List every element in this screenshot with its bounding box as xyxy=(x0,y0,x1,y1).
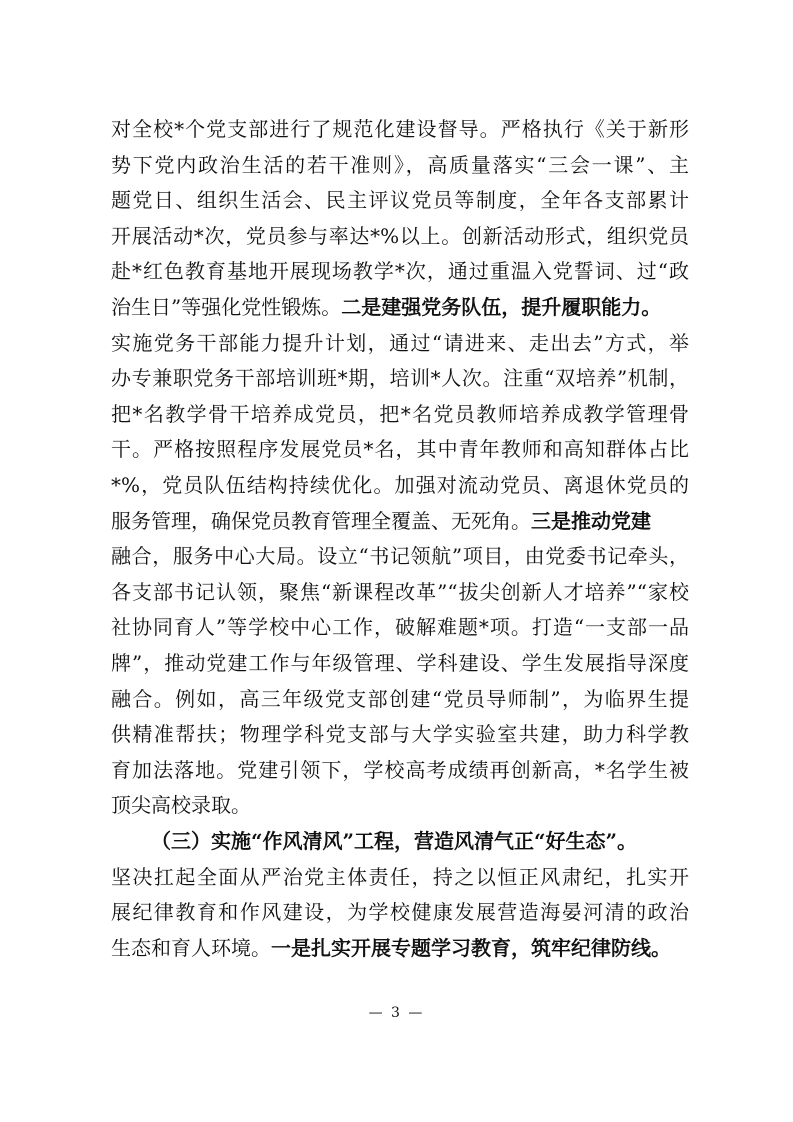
text-run: 展纪律教育和作风建设，为学校健康发展营造海晏河清的政治 xyxy=(111,900,689,924)
text-run: 把*名教学骨干培养成党员，把*名党员教师培养成教学管理骨 xyxy=(111,402,689,426)
text-line xyxy=(111,682,689,716)
text-run: 干。严格按照程序发展党员*名，其中青年教师和高知群体占比 xyxy=(111,437,689,461)
text-line-mixed xyxy=(111,290,689,324)
text-line xyxy=(111,397,689,431)
text-line xyxy=(111,432,689,466)
text-run: 题党日、组织生活会、民主评议党员等制度，全年各支部累计 xyxy=(111,188,689,212)
subheading-run: （三）实施“作风清风”工程，营造风清气正“好生态”。 xyxy=(151,829,638,853)
text-run: 办专兼职党务干部培训班*期，培训*人次。注重“双培养”机制， xyxy=(111,366,689,390)
text-line xyxy=(111,254,689,288)
text-line xyxy=(111,326,689,360)
subheading-run: 一是扎实开展专题学习教育，筑牢纪律防线。 xyxy=(271,936,671,960)
text-run: 赴*红色教育基地开展现场教学*次，通过重温入党誓词、过“政 xyxy=(111,259,689,283)
text-run: 实施党务干部能力提升计划，通过“请进来、走出去”方式，举 xyxy=(111,331,689,355)
text-line xyxy=(111,717,689,751)
text-line xyxy=(111,895,689,929)
text-line xyxy=(111,361,689,395)
text-run: 各支部书记认领，聚焦“新课程改革”“拔尖创新人才培养”“家校 xyxy=(111,580,689,604)
text-run: 育加法落地。党建引领下，学校高考成绩再创新高，*名学生被 xyxy=(111,758,689,782)
text-line xyxy=(111,646,689,680)
text-run: 开展活动*次，党员参与率达*%以上。创新活动形式，组织党员 xyxy=(111,224,689,248)
text-line-mixed xyxy=(111,931,689,965)
text-run: 社协同育人”等学校中心工作，破解难题*项。打造“一支部一品 xyxy=(111,615,689,639)
text-run: 供精准帮扶；物理学科党支部与大学实验室共建，助力科学教 xyxy=(111,722,689,746)
text-run: 牌”，推动党建工作与年级管理、学科建设、学生发展指导深度 xyxy=(111,651,689,675)
text-run: 顶尖高校录取。 xyxy=(111,793,251,817)
text-line xyxy=(111,610,689,644)
text-line xyxy=(111,219,689,253)
text-line-mixed xyxy=(111,504,689,538)
text-line xyxy=(111,753,689,787)
text-line xyxy=(111,148,689,182)
text-run: 融合。例如，高三年级党支部创建“党员导师制”，为临界生提 xyxy=(111,687,689,711)
text-run: 生态和育人环境。 xyxy=(111,936,271,960)
subheading-run: 三是推动党建 xyxy=(531,509,651,533)
subheading-run: 二是建强党务队伍，提升履职能力。 xyxy=(341,295,662,319)
text-run: *%，党员队伍结构持续优化。加强对流动党员、离退休党员的 xyxy=(111,473,689,497)
text-run: 融合，服务中心大局。设立“书记领航”项目，由党委书记牵头， xyxy=(111,544,689,568)
text-line xyxy=(111,112,689,146)
text-run: 治生日”等强化党性锻炼。 xyxy=(111,295,342,319)
page-number: — 3 — xyxy=(368,1005,425,1021)
text-line xyxy=(111,860,689,894)
text-line xyxy=(111,539,689,573)
text-run: 势下党内政治生活的若干准则》，高质量落实“三会一课”、主 xyxy=(111,153,689,177)
section-heading xyxy=(151,824,689,858)
text-line xyxy=(111,468,689,502)
text-line xyxy=(111,575,689,609)
text-run: 对全校*个党支部进行了规范化建设督导。严格执行《关于新形 xyxy=(111,117,689,141)
text-line xyxy=(111,788,689,822)
text-run: 服务管理，确保党员教育管理全覆盖、无死角。 xyxy=(111,509,531,533)
text-line xyxy=(111,183,689,217)
text-run: 坚决扛起全面从严治党主体责任，持之以恒正风肃纪，扎实开 xyxy=(111,865,689,889)
